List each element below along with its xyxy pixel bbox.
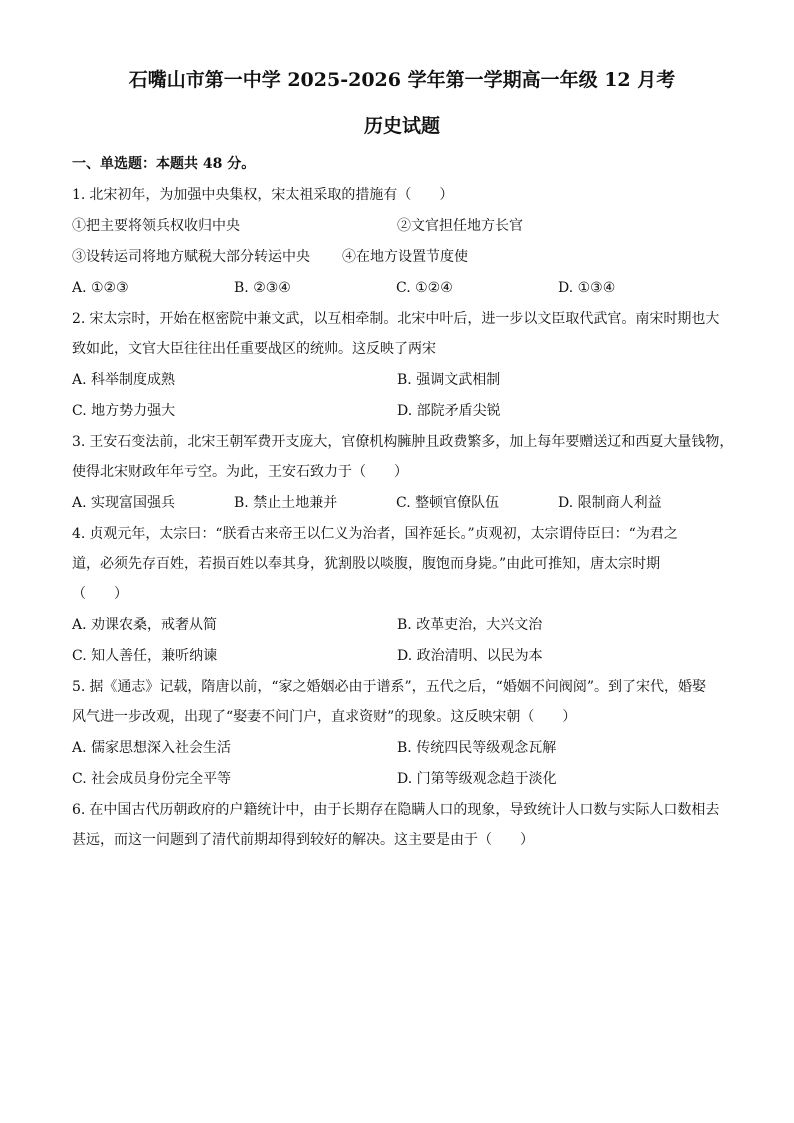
question-number: 3. [72, 434, 86, 450]
question-text-continued: 风气进一步改观，出现了“娶妻不问门户，直求资财”的现象。这反映宋朝（ ） [72, 709, 577, 725]
question-number: 2. [72, 311, 86, 327]
question-text: 据《通志》记载，隋唐以前，“家之婚姻必由于谱系”，五代之后，“婚姻不问阀阅”。到了宋代，婚娶 [89, 679, 706, 695]
question-6 [72, 800, 732, 850]
question-text-continued: 使得北宋财政年年亏空。为此，王安石致力于（ ） [72, 464, 408, 480]
option-a[interactable]: A. 劝课农桑，戒奢从简 [72, 617, 218, 633]
question-stem [72, 432, 732, 452]
question-stem [72, 800, 732, 820]
exam-title: 石嘴山市第一中学 2025-2026 学年第一学期高一年级 12 月考 [128, 69, 676, 91]
option-d[interactable]: D. ①③④ [558, 280, 616, 296]
options-row [72, 401, 732, 421]
options-row [72, 370, 732, 390]
question-1 [72, 185, 732, 298]
question-text: 在中国古代历朝政府的户籍统计中，由于长期存在隐瞒人口的现象，导致统计人口数与实际人口数相去 [89, 802, 720, 818]
option-a[interactable]: A. 科举制度成熟 [72, 372, 176, 388]
exam-page [72, 64, 732, 850]
option-a[interactable]: A. ①②③ [72, 280, 129, 296]
question-text-continued: 甚远，而这一问题到了清代前期却得到较好的解决。这主要是由于（ ） [72, 832, 534, 848]
question-3 [72, 432, 732, 513]
question-5 [72, 677, 732, 789]
question-text: 宋太宗时，开始在枢密院中兼文武，以互相牵制。北宋中叶后，进一步以文臣取代武官。南宋时期也大 [89, 311, 720, 327]
statement-row [72, 216, 732, 236]
question-text-continued: 道，必须先存百姓，若损百姓以奉其身，犹割股以啖腹，腹饱而身毙。”由此可推知，唐太宗时期 [72, 556, 661, 572]
option-b[interactable]: B. 传统四民等级观念瓦解 [397, 740, 557, 756]
question-text: 王安石变法前，北宋王朝军费开支庞大，官僚机构臃肿且政费繁多，加上每年要赠送辽和西夏大量钱物， [89, 434, 734, 450]
option-c[interactable]: C. 社会成员身份完全平等 [72, 771, 232, 787]
answer-bracket: （ ） [72, 586, 128, 602]
question-stem [72, 185, 732, 205]
question-stem [72, 677, 732, 697]
statement-item: ①把主要将领兵权收归中央 [72, 218, 240, 234]
options-row [72, 738, 732, 758]
section-heading: 一、单选题：本题共 48 分。 [72, 156, 256, 172]
options-row [72, 615, 732, 635]
question-number: 4. [72, 526, 86, 542]
option-a[interactable]: A. 实现富国强兵 [72, 495, 176, 511]
options-row [72, 646, 732, 666]
question-number: 1. [72, 187, 86, 203]
exam-subtitle: 历史试题 [363, 115, 440, 137]
option-d[interactable]: D. 限制商人利益 [558, 495, 662, 511]
option-c[interactable]: C. 地方势力强大 [72, 403, 176, 419]
options-row [72, 278, 732, 298]
option-a[interactable]: A. 儒家思想深入社会生活 [72, 740, 232, 756]
statement-item: ④在地方设置节度使 [342, 249, 468, 265]
options-row [72, 493, 732, 513]
option-b[interactable]: B. 强调文武相制 [397, 372, 501, 388]
question-text: 北宋初年，为加强中央集权，宋太祖采取的措施有（ ） [89, 187, 454, 203]
statement-row [72, 247, 732, 267]
option-d[interactable]: D. 门第等级观念趋于淡化 [397, 771, 557, 787]
options-row [72, 769, 732, 789]
question-number: 5. [72, 679, 86, 695]
option-b[interactable]: B. 禁止土地兼并 [234, 495, 338, 511]
option-c[interactable]: C. 知人善任，兼听纳谏 [72, 648, 218, 664]
question-stem [72, 309, 732, 329]
option-d[interactable]: D. 政治清明、以民为本 [397, 648, 543, 664]
question-stem [72, 524, 732, 544]
question-number: 6. [72, 802, 86, 818]
option-b[interactable]: B. 改革吏治，大兴文治 [397, 617, 543, 633]
option-d[interactable]: D. 部院矛盾尖锐 [397, 403, 501, 419]
option-c[interactable]: C. ①②④ [396, 280, 453, 296]
question-4 [72, 524, 732, 666]
statement-item: ②文官担任地方长官 [397, 218, 523, 234]
question-2 [72, 309, 732, 421]
question-text: 贞观元年，太宗曰：“朕看古来帝王以仁义为治者，国祚延长。”贞观初，太宗谓侍臣曰：“为君之 [89, 526, 678, 542]
option-c[interactable]: C. 整顿官僚队伍 [396, 495, 500, 511]
option-b[interactable]: B. ②③④ [234, 280, 291, 296]
statement-item: ③设转运司将地方赋税大部分转运中央 [72, 249, 310, 265]
question-text-continued: 致如此，文官大臣往往出任重要战区的统帅。这反映了两宋 [72, 341, 436, 357]
